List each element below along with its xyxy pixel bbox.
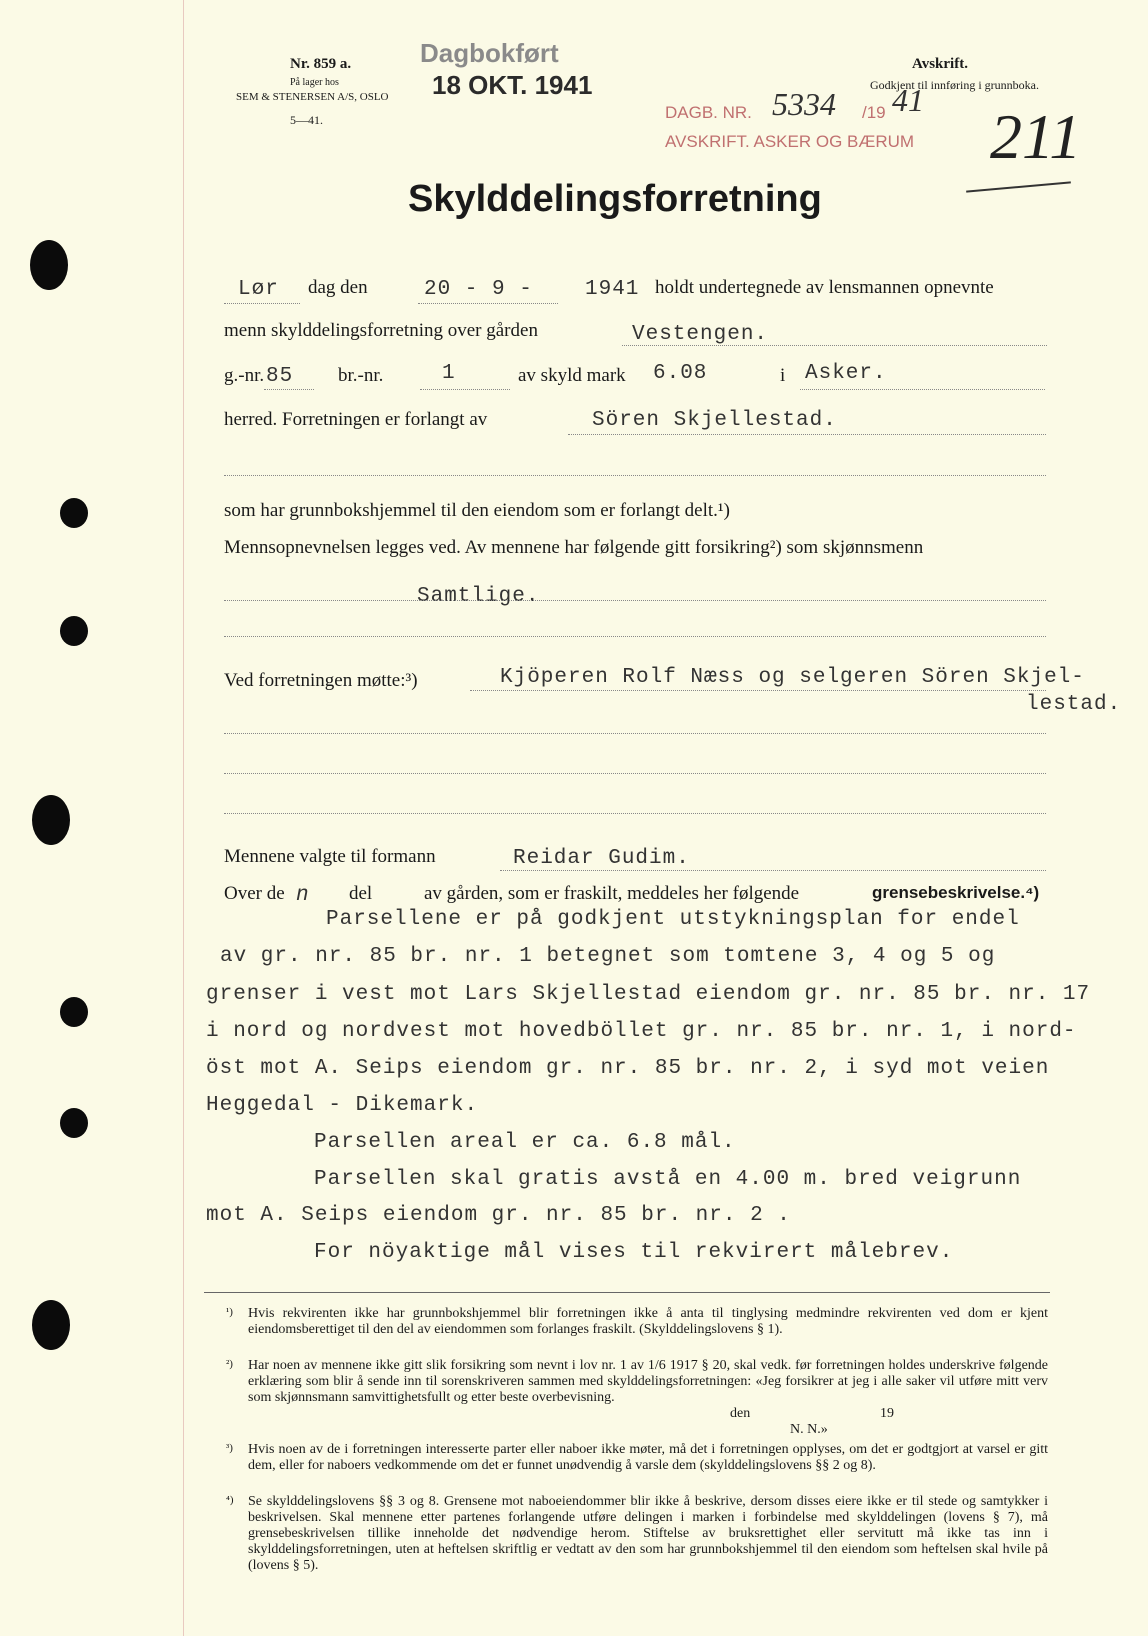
formann-value: Reidar Gudim.: [513, 847, 690, 870]
description-line: Parsellen skal gratis avstå en 4.00 m. bred veigrunn: [314, 1168, 1022, 1191]
gnr-label: g.-nr.: [224, 365, 265, 386]
publisher-line2: SEM & STENERSEN A/S, OSLO: [236, 91, 389, 103]
i-label: i: [780, 365, 786, 386]
line4-label: herred. Forretningen er forlangt av: [224, 409, 488, 430]
dagbokfort-stamp-title: Dagbokført: [420, 38, 559, 68]
form-number: Nr. 859 a.: [290, 56, 352, 72]
weekday-value: Lør: [238, 278, 279, 301]
fill-line: [224, 813, 1046, 814]
line5-text: som har grunnbokshjemmel til den eiendom som er forlangt delt.¹): [224, 500, 730, 521]
year-value: 1941: [585, 278, 640, 301]
line1-text: holdt undertegnede av lensmannen opnevnte: [655, 277, 994, 298]
fill-line: [224, 600, 1046, 601]
punch-hole: [60, 997, 88, 1027]
punch-hole: [60, 1108, 88, 1138]
page-title: Skylddelingsforretning: [408, 178, 822, 220]
fill-line: [224, 636, 1046, 637]
line2-label: menn skylddelingsforretning over gården: [224, 320, 538, 341]
dagb-year: 41: [892, 82, 924, 118]
dagb-label: DAGB. NR.: [665, 103, 752, 122]
registry-stamp: AVSKRIFT. ASKER OG BÆRUM: [665, 132, 915, 151]
over-label-c: av gården, som er fraskilt, meddeles her følgende: [424, 883, 800, 904]
skyld-label: av skyld mark: [518, 365, 626, 386]
page-number: 211: [990, 101, 1082, 172]
description-line: öst mot A. Seips eiendom gr. nr. 85 br. nr. 2, i syd mot veien: [206, 1057, 1050, 1080]
over-bold: grensebeskrivelse.⁴): [872, 883, 1040, 902]
requester: Sören Skjellestad.: [592, 409, 837, 432]
description-line: mot A. Seips eiendom gr. nr. 85 br. nr. 2 .: [206, 1204, 791, 1227]
footnote-number: ²): [226, 1358, 233, 1370]
fill-line: [568, 434, 1046, 435]
farm-name: Vestengen.: [632, 323, 769, 346]
fill-line: [418, 303, 558, 304]
footnote-den: den: [730, 1406, 751, 1421]
footnote-number: ⁴): [226, 1494, 234, 1506]
gnr-value: 85: [266, 365, 294, 388]
over-label-a: Over de: [224, 883, 285, 904]
over-label-b: del: [349, 883, 373, 904]
description-line: Parsellene er på godkjent utstykningsplan for endel: [326, 908, 1020, 931]
skyld-value: 6.08: [653, 362, 708, 385]
over-n: n: [296, 884, 310, 907]
footnote-number: ¹): [226, 1306, 233, 1318]
punch-hole: [32, 1300, 70, 1350]
fill-line: [470, 690, 1046, 691]
dagbokfort-stamp-date: 18 OKT. 1941: [432, 70, 593, 100]
avskrift-title: Avskrift.: [912, 56, 968, 72]
footnote-year: 19: [880, 1406, 894, 1421]
footnote-text: Har noen av mennene ikke gitt slik forsikring som nevnt i lov nr. 1 av 1/6 1917 § 20, skal vedk. før forretningen holdes underskrive følgende erklæring som blir å sende inn til sorenskriveren sammen med skylddelingsforretningen: «Jeg forsikrer at jeg i alle saker vil utføre mitt verv som skjønnsmann samvittighetsfullt og etter beste overbevisning.: [248, 1358, 1048, 1405]
description-line: av gr. nr. 85 br. nr. 1 betegnet som tomtene 3, 4 og 5 og: [220, 945, 996, 968]
fill-line: [264, 389, 314, 390]
punch-hole: [30, 240, 68, 290]
footnote-sign: N. N.»: [790, 1422, 828, 1437]
date-label: dag den: [308, 277, 368, 298]
bnr-label: br.-nr.: [338, 365, 384, 386]
line6-text: Mennsopnevnelsen legges ved. Av mennene har følgende gitt forsikring²) som skjønnsmenn: [224, 537, 924, 558]
footnote-text: Se skylddelingslovens §§ 3 og 8. Grensene mot naboeiendommer blir ikke å beskrive, dersom disses eiere ikke er til stede og samtykker i beskrivelsen. Skal mennene etter partenes forlangende utføre delingen i marken i forbindelse med skylddelingen (lovens § 7), må grensebeskrivelsen tillike inneholde det nødvendige herom. Stiftelse av bruksrettighet eller servitutt må ikke tas inn i skylddelingsforretningen, uten at heftelsen skriftlig er vedtatt av den som har grunnbokshjemmel til den eiendom som heftelsen skal hvile på (lovens § 5).: [248, 1494, 1048, 1573]
fill-line: [224, 303, 300, 304]
fill-line: [500, 870, 1046, 871]
date-value: 20 - 9 -: [424, 278, 533, 301]
footnote-number: ³): [226, 1442, 233, 1454]
fill-line: [224, 733, 1046, 734]
description-line: For nöyaktige mål vises til rekvirert målebrev.: [314, 1241, 954, 1264]
publisher-line1: På lager hos: [290, 77, 339, 88]
fill-line: [224, 475, 1046, 476]
margin-rule: [183, 0, 184, 1636]
dagb-year-prefix: /19: [862, 103, 886, 122]
description-line: grenser i vest mot Lars Skjellestad eiendom gr. nr. 85 br. nr. 17: [206, 983, 1091, 1006]
footnote-text: Hvis noen av de i forretningen interesserte parter eller naboer ikke møter, må det i forretningen opplyses, om det er godtgjort at varsel er gitt dem, eller for naboers vedkommende om det er funnet unødvendig å varsle dem (skylddelingslovens §§ 2 og 8).: [248, 1442, 1048, 1473]
fill-line: [224, 773, 1046, 774]
bnr-value: 1: [442, 362, 456, 385]
fill-line: [622, 345, 1047, 346]
punch-hole: [60, 616, 88, 646]
punch-hole: [60, 498, 88, 528]
formann-label: Mennene valgte til formann: [224, 846, 436, 867]
description-line: Parsellen areal er ca. 6.8 mål.: [314, 1131, 736, 1154]
municipality: Asker.: [805, 362, 887, 385]
fill-line: [800, 389, 1045, 390]
avskrift-subtitle: Godkjent til innføring i grunnboka.: [870, 78, 1039, 92]
fill-line: [420, 389, 510, 390]
mote-text-1: Kjöperen Rolf Næss og selgeren Sören Skjel-: [500, 666, 1085, 689]
samtlige-value: Samtlige.: [417, 585, 540, 608]
description-line: Heggedal - Dikemark.: [206, 1094, 479, 1117]
footnote-text: Hvis rekvirenten ikke har grunnbokshjemmel blir forretningen ikke å anta til tinglysing medmindre rekvirenten ved dom er kjent eiendomsberettiget til den del av eiendommen som forlanges fraskilt. (Skylddelingslovens § 1).: [248, 1306, 1048, 1337]
punch-hole: [32, 795, 70, 845]
page-number-underline: [966, 181, 1071, 192]
footnote-rule: [204, 1292, 1050, 1293]
dagb-number: 5334: [772, 86, 836, 122]
print-date: 5—41.: [290, 113, 323, 127]
mote-text-2: lestad.: [1026, 693, 1122, 716]
description-line: i nord og nordvest mot hovedböllet gr. nr. 85 br. nr. 1, i nord-: [206, 1020, 1077, 1043]
mote-label: Ved forretningen møtte:³): [224, 670, 418, 691]
